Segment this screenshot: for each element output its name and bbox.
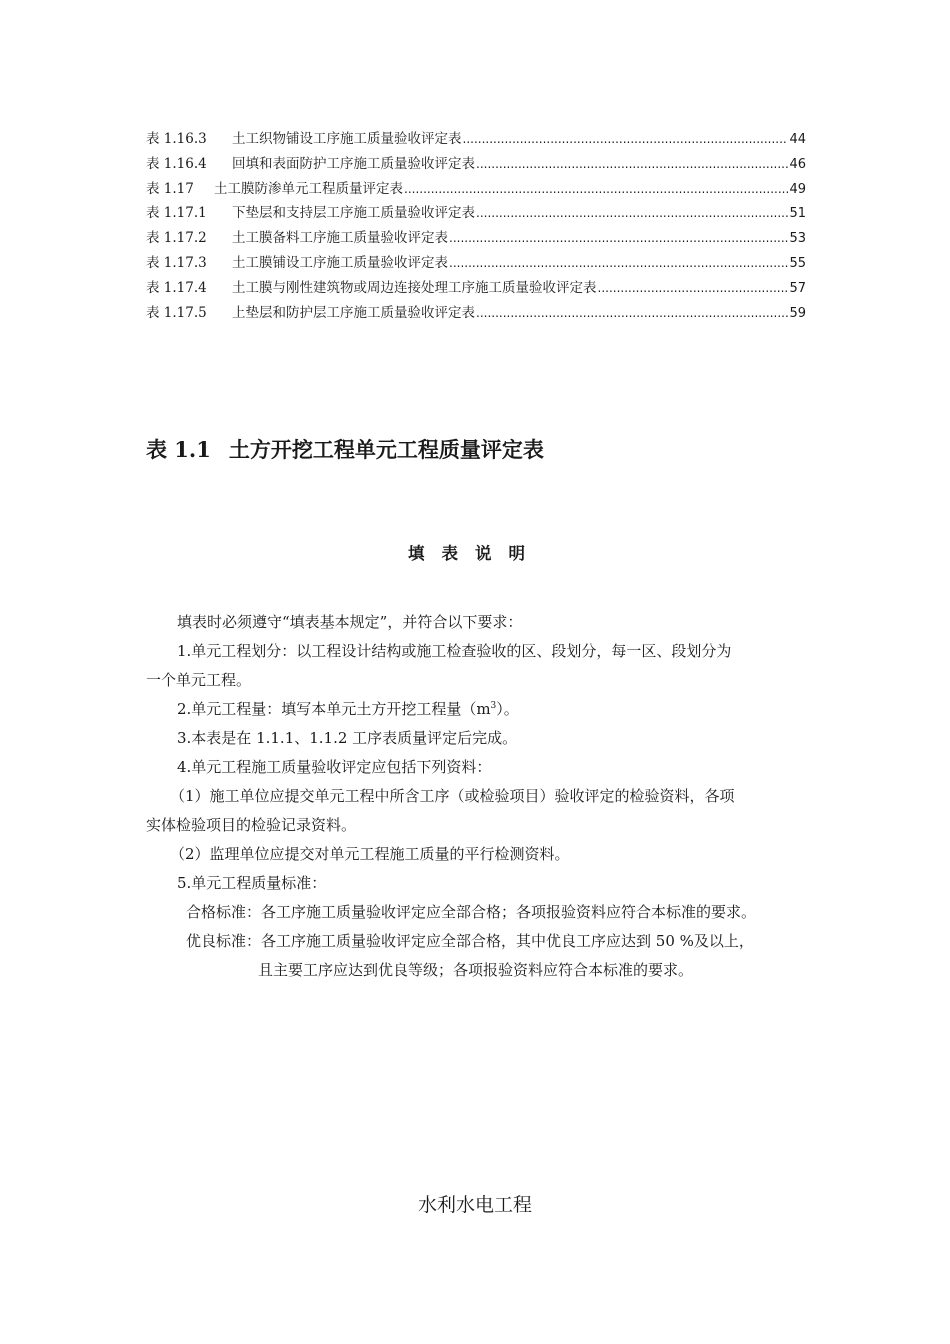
toc-entry[interactable] xyxy=(146,152,806,177)
item-1-continuation: 一个单元工程。 xyxy=(146,671,252,689)
toc-entry[interactable] xyxy=(146,177,806,202)
toc-entry-title: 上垫层和防护层工序施工质量验收评定表 xyxy=(232,304,475,321)
table-of-contents xyxy=(146,127,806,325)
toc-entry-title: 回填和表面防护工序施工质量验收评定表 xyxy=(232,155,475,172)
page-footer: 水利水电工程 xyxy=(417,1194,532,1216)
instructions-title: 填表说明 xyxy=(408,544,542,563)
toc-leader-dots xyxy=(449,226,788,251)
item-2-text-end: ）。 xyxy=(496,700,519,718)
toc-entry-page: 46 xyxy=(789,156,806,172)
toc-entry-page: 53 xyxy=(789,231,806,247)
item-2-text: 2.单元工程量：填写本单元土方开挖工程量（m xyxy=(177,700,491,718)
toc-entry-code: 表 1.17.2 xyxy=(146,230,207,247)
toc-entry[interactable] xyxy=(146,251,806,276)
toc-entry-code: 表 1.17.5 xyxy=(146,304,207,321)
toc-entry-page: 57 xyxy=(789,280,806,296)
item-4-1-continuation: 实体检验项目的检验记录资料。 xyxy=(146,816,357,834)
item-2 xyxy=(146,695,818,724)
section-heading-title: 土方开挖工程单元工程质量评定表 xyxy=(228,437,544,462)
item-3: 3.本表是在 1.1.1、1.1.2 工序表质量评定后完成。 xyxy=(177,729,518,747)
item-2-superscript: 3 xyxy=(490,701,497,711)
toc-entry-code: 表 1.16.3 xyxy=(146,131,207,147)
toc-entry-page: 49 xyxy=(789,181,806,197)
excellent-standard: 优良标准：各工序施工质量验收评定应全部合格，其中优良工序应达到 50 %及以上， xyxy=(186,932,754,950)
toc-leader-dots xyxy=(463,127,789,152)
toc-entry-title: 下垫层和支持层工序施工质量验收评定表 xyxy=(232,205,475,222)
excellent-standard-continuation: 且主要工序应达到优良等级；各项报验资料应符合本标准的要求。 xyxy=(258,961,694,979)
toc-entry[interactable] xyxy=(146,127,806,152)
toc-leader-dots xyxy=(476,152,788,177)
section-heading-number: 表 1.1 xyxy=(146,437,211,462)
item-5: 5.单元工程质量标准： xyxy=(177,874,327,892)
toc-leader-dots xyxy=(598,276,789,301)
item-4-1: （1）施工单位应提交单元工程中所含工序（或检验项目）验收评定的检验资料，各项 xyxy=(170,787,735,805)
item-4-2: （2）监理单位应提交对单元工程施工质量的平行检测资料。 xyxy=(170,845,570,863)
toc-entry-page: 55 xyxy=(789,255,806,271)
item-4: 4.单元工程施工质量验收评定应包括下列资料： xyxy=(177,758,492,776)
toc-leader-dots xyxy=(404,177,788,202)
intro-paragraph: 填表时必须遵守“填表基本规定”，并符合以下要求： xyxy=(177,613,523,631)
toc-entry-title: 土工膜与刚性建筑物或周边连接处理工序施工质量验收评定表 xyxy=(232,279,597,296)
toc-entry[interactable] xyxy=(146,201,806,226)
toc-entry[interactable] xyxy=(146,226,806,251)
toc-entry-title: 土工膜防渗单元工程质量评定表 xyxy=(214,180,403,197)
toc-leader-dots xyxy=(449,251,788,276)
toc-entry-code: 表 1.17 xyxy=(146,180,194,197)
toc-entry-title: 土工膜备料工序施工质量验收评定表 xyxy=(232,230,448,247)
toc-entry-code: 表 1.17.4 xyxy=(146,279,207,296)
toc-entry-title: 土工膜铺设工序施工质量验收评定表 xyxy=(232,254,448,271)
toc-leader-dots xyxy=(476,301,788,326)
toc-entry[interactable] xyxy=(146,276,806,301)
section-heading xyxy=(146,434,544,464)
toc-entry-code: 表 1.17.1 xyxy=(146,205,207,222)
toc-entry-code: 表 1.17.3 xyxy=(146,254,207,271)
toc-entry-page: 51 xyxy=(789,206,806,222)
item-1: 1.单元工程划分：以工程设计结构或施工检查验收的区、段划分，每一区、段划分为 xyxy=(177,642,732,660)
toc-leader-dots xyxy=(476,201,788,226)
instructions-body xyxy=(146,608,818,985)
toc-entry-title: 土工织物铺设工序施工质量验收评定表 xyxy=(232,131,462,147)
toc-entry-page: 44 xyxy=(789,132,806,147)
pass-standard: 合格标准：各工序施工质量验收评定应全部合格；各项报验资料应符合本标准的要求。 xyxy=(186,903,757,921)
toc-entry-code: 表 1.16.4 xyxy=(146,155,207,172)
toc-entry-page: 59 xyxy=(789,305,806,321)
toc-entry[interactable] xyxy=(146,301,806,326)
